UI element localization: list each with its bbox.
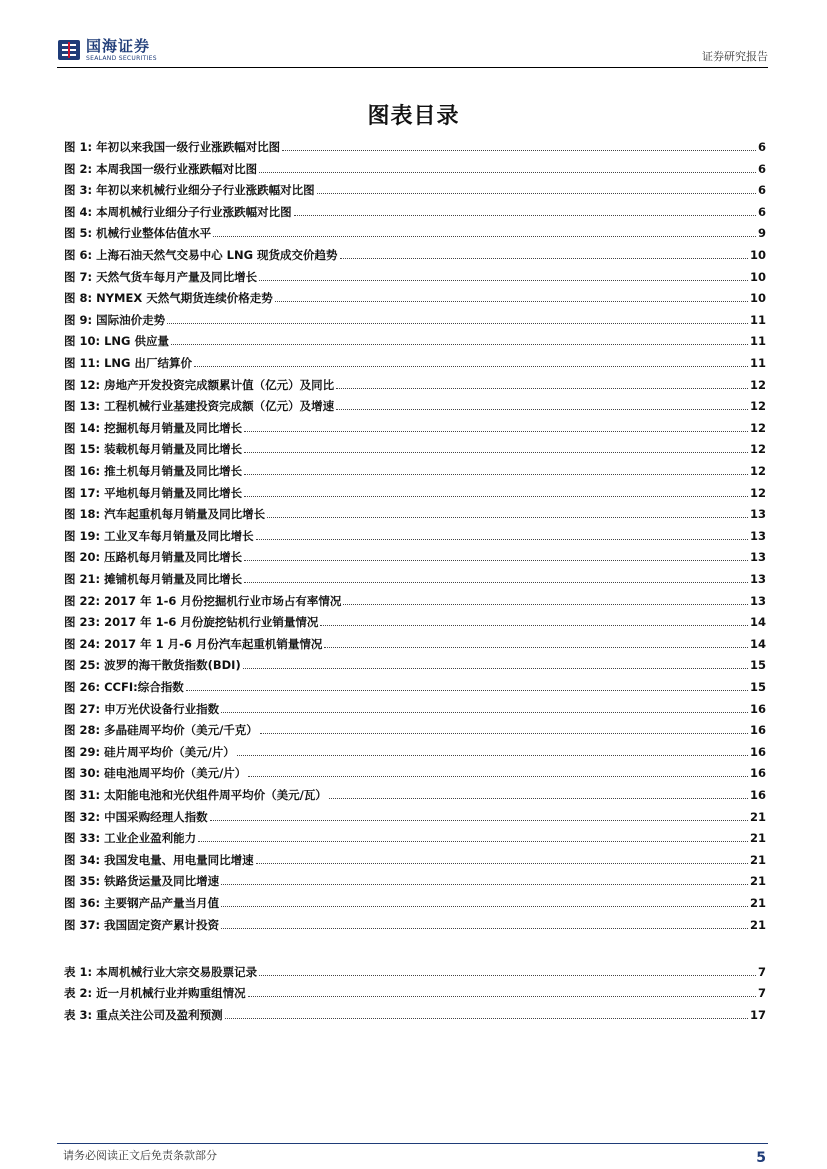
- dot-leader: [221, 711, 748, 713]
- figure-entry[interactable]: [64, 419, 766, 435]
- figure-entry-title: 房地产开发投资完成额累计值（亿元）及同比: [104, 377, 335, 392]
- figure-entry-title: 我国发电量、用电量同比增速: [104, 852, 254, 867]
- dot-leader: [320, 624, 748, 626]
- logo-english-name: SEALAND SECURITIES: [86, 54, 157, 62]
- figure-entry[interactable]: [64, 181, 766, 197]
- figure-entry-title: 推土机每月销量及同比增长: [104, 464, 243, 478]
- figure-entry-title: 压路机每月销量及同比增长: [104, 550, 243, 565]
- figure-entry-page: 6: [757, 204, 766, 219]
- disclaimer-note: 请务必阅读正文后免责条款部分: [63, 1149, 217, 1162]
- figure-entry[interactable]: [64, 786, 766, 802]
- figure-entry-label: 图 21:: [64, 572, 101, 586]
- figure-entry-label: 图 13:: [64, 399, 101, 414]
- figure-entry-label: 图 24:: [64, 636, 101, 651]
- figure-entry-page: 16: [749, 744, 766, 759]
- table-entry-page: 17: [749, 1007, 766, 1022]
- figure-entry-label: 图 1:: [64, 140, 93, 154]
- figure-entry-label: 图 2:: [64, 161, 93, 176]
- dot-leader: [256, 862, 748, 864]
- table-entry-title: 近一月机械行业并购重组情况: [96, 986, 246, 1001]
- header-divider: [57, 67, 768, 68]
- figure-entry[interactable]: [64, 678, 766, 694]
- figure-entry-page: 12: [749, 420, 766, 435]
- figure-entry-title: 装载机每月销量及同比增长: [104, 442, 243, 457]
- figure-entry-page: 6: [757, 183, 766, 198]
- figure-entry-label: 图 9:: [64, 312, 93, 327]
- figure-entry[interactable]: [64, 916, 766, 932]
- figure-entry-title: 波罗的海干散货指数(BDI): [104, 658, 241, 673]
- page-number: 5: [756, 1150, 766, 1166]
- figure-entry-title: 挖掘机每月销量及同比增长: [104, 420, 243, 435]
- figure-entry[interactable]: [64, 613, 766, 629]
- figure-entry-title: 本周我国一级行业涨跌幅对比图: [96, 161, 258, 176]
- figure-entry-page: 21: [749, 831, 766, 846]
- figure-entry[interactable]: [64, 332, 766, 348]
- figure-entry-label: 图 6:: [64, 248, 93, 262]
- dot-leader: [259, 974, 756, 976]
- figure-entry-page: 11: [749, 334, 766, 349]
- dot-leader: [244, 581, 748, 583]
- figure-entry-page: 12: [749, 399, 766, 414]
- dot-leader: [329, 797, 748, 799]
- table-entry-page: 7: [757, 986, 766, 1001]
- dot-leader: [343, 603, 748, 605]
- figure-entry[interactable]: [64, 138, 766, 154]
- figure-entry-label: 图 25:: [64, 658, 101, 673]
- sealand-logo-icon: [57, 38, 81, 62]
- table-entry-page: 7: [757, 965, 766, 979]
- figure-entry-label: 图 14:: [64, 420, 101, 435]
- figure-entry[interactable]: [64, 397, 766, 413]
- figure-entry-page: 10: [749, 269, 766, 284]
- figure-entry-label: 图 3:: [64, 183, 93, 198]
- dot-leader: [210, 819, 748, 821]
- figure-entry-label: 图 26:: [64, 680, 101, 694]
- figure-entry-title: 硅片周平均价（美元/片）: [104, 744, 235, 759]
- figure-entry[interactable]: [64, 268, 766, 284]
- figure-entry-label: 图 22:: [64, 593, 101, 608]
- figure-entry-title: 多晶硅周平均价（美元/千克）: [104, 723, 258, 738]
- figure-entry-title: 申万光伏设备行业指数: [104, 701, 220, 716]
- figure-entry[interactable]: [64, 224, 766, 240]
- figure-entry-page: 10: [749, 248, 766, 262]
- figure-entry-title: 2017 年 1-6 月份旋挖钻机行业销量情况: [104, 615, 319, 630]
- figure-entry[interactable]: [64, 376, 766, 392]
- figure-entry[interactable]: [64, 764, 766, 780]
- figure-entry[interactable]: [64, 808, 766, 824]
- figure-entry[interactable]: [64, 635, 766, 651]
- figure-entry-label: 图 32:: [64, 809, 101, 824]
- figure-entry-title: 太阳能电池和光伏组件周平均价（美元/瓦）: [104, 788, 327, 802]
- table-entry-label: 表 1:: [64, 965, 93, 979]
- table-entry-title: 重点关注公司及盈利预测: [96, 1007, 223, 1022]
- dot-leader: [259, 279, 748, 281]
- figure-entry-label: 图 29:: [64, 744, 101, 759]
- figure-entry-label: 图 7:: [64, 269, 93, 284]
- figure-entry-title: 铁路货运量及同比增速: [104, 874, 220, 889]
- dot-leader: [198, 840, 748, 842]
- figure-entry-label: 图 5:: [64, 226, 93, 241]
- dot-leader: [336, 387, 748, 389]
- table-entry[interactable]: [64, 1006, 766, 1022]
- figure-entry-label: 图 12:: [64, 377, 101, 392]
- figure-entry-label: 图 28:: [64, 723, 101, 738]
- dot-leader: [275, 300, 748, 302]
- page-header: [57, 36, 768, 68]
- figure-entry-page: 14: [749, 615, 766, 630]
- figure-entry-label: 图 35:: [64, 874, 101, 889]
- figure-entry-title: 上海石油天然气交易中心 LNG 现货成交价趋势: [96, 248, 338, 262]
- figure-entry[interactable]: [64, 829, 766, 845]
- figure-entry-title: 年初以来我国一级行业涨跌幅对比图: [96, 140, 281, 154]
- figure-entry-label: 图 20:: [64, 550, 101, 565]
- dot-leader: [336, 408, 748, 410]
- figure-entry[interactable]: [64, 656, 766, 672]
- figure-entry-title: 平地机每月销量及同比增长: [104, 485, 243, 500]
- table-entry-label: 表 3:: [64, 1007, 93, 1022]
- figure-entry-label: 图 19:: [64, 528, 101, 543]
- figure-entry-title: NYMEX 天然气期货连续价格走势: [96, 291, 273, 306]
- figure-entry-label: 图 16:: [64, 464, 101, 478]
- figure-entry-title: 汽车起重机每月销量及同比增长: [104, 507, 266, 522]
- figure-entry-title: 我国固定资产累计投资: [104, 917, 220, 932]
- figure-entry-page: 16: [749, 766, 766, 781]
- figure-entry-title: 硅电池周平均价（美元/片）: [104, 766, 247, 781]
- figure-entry-title: 中国采购经理人指数: [104, 809, 208, 824]
- figure-entry-title: 2017 年 1 月-6 月份汽车起重机销量情况: [104, 636, 323, 651]
- figure-entry-label: 图 10:: [64, 334, 101, 349]
- figure-entry-label: 图 37:: [64, 917, 101, 932]
- figure-entry-title: 天然气货车每月产量及同比增长: [96, 269, 258, 284]
- dot-leader: [221, 883, 748, 885]
- figure-entry[interactable]: [64, 440, 766, 456]
- table-entry-title: 本周机械行业大宗交易股票记录: [96, 965, 258, 979]
- figure-entry-page: 21: [749, 896, 766, 910]
- dot-leader: [244, 473, 748, 475]
- figure-entry-page: 13: [749, 593, 766, 608]
- dot-leader: [243, 667, 748, 669]
- figure-entry[interactable]: [64, 700, 766, 716]
- figure-entry-label: 图 11:: [64, 356, 101, 370]
- figure-entry-page: 15: [749, 680, 766, 694]
- figure-entry-page: 13: [749, 507, 766, 522]
- figure-entry-title: 工业叉车每月销量及同比增长: [104, 528, 254, 543]
- figure-entry-label: 图 18:: [64, 507, 101, 522]
- figure-entry[interactable]: [64, 592, 766, 608]
- figure-entry-page: 21: [749, 874, 766, 889]
- figure-entry-label: 图 17:: [64, 485, 101, 500]
- figure-entry[interactable]: [64, 527, 766, 543]
- figure-entry-title: LNG 供应量: [104, 334, 170, 349]
- figure-entry-label: 图 27:: [64, 701, 101, 716]
- figure-entry[interactable]: [64, 203, 766, 219]
- figure-entry-title: 2017 年 1-6 月份挖掘机行业市场占有率情况: [104, 593, 342, 608]
- dot-leader: [237, 754, 748, 756]
- figure-entry-page: 16: [749, 788, 766, 802]
- figure-entry[interactable]: [64, 311, 766, 327]
- figure-entry[interactable]: [64, 872, 766, 888]
- dot-leader: [186, 689, 748, 691]
- figure-entry-title: 主要钢产品产量当月值: [104, 896, 220, 910]
- figure-entry-page: 13: [749, 550, 766, 565]
- dot-leader: [248, 775, 748, 777]
- figure-entry[interactable]: [64, 462, 766, 478]
- report-type-label: 证券研究报告: [702, 50, 768, 63]
- dot-leader: [267, 516, 748, 518]
- figure-entry-page: 6: [757, 161, 766, 176]
- figure-entry[interactable]: [64, 721, 766, 737]
- figure-entry-label: 图 4:: [64, 204, 93, 219]
- figure-entry-label: 图 36:: [64, 896, 101, 910]
- figure-entry-page: 12: [749, 464, 766, 478]
- figure-entry-page: 15: [749, 658, 766, 673]
- figure-entry-page: 14: [749, 636, 766, 651]
- figure-entry[interactable]: [64, 484, 766, 500]
- dot-leader: [248, 995, 756, 997]
- figure-entry-page: 21: [749, 917, 766, 932]
- dot-leader: [244, 559, 748, 561]
- dot-leader: [259, 171, 756, 173]
- figure-entry-title: 摊铺机每月销量及同比增长: [104, 572, 243, 586]
- figure-entry-title: 工业企业盈利能力: [104, 831, 197, 846]
- dot-leader: [260, 732, 748, 734]
- figure-entry-page: 12: [749, 377, 766, 392]
- figure-entry-page: 9: [757, 226, 766, 241]
- figure-entry-page: 11: [749, 356, 766, 370]
- figure-entry-page: 16: [749, 723, 766, 738]
- figure-entry[interactable]: [64, 743, 766, 759]
- dot-leader: [340, 257, 748, 259]
- dot-leader: [294, 214, 756, 216]
- dot-leader: [171, 343, 748, 345]
- figure-entry-title: 机械行业整体估值水平: [96, 226, 212, 241]
- dot-leader: [256, 538, 748, 540]
- figure-entry[interactable]: [64, 548, 766, 564]
- dot-leader: [244, 495, 748, 497]
- figure-entry[interactable]: [64, 289, 766, 305]
- figure-entry[interactable]: [64, 894, 766, 910]
- figure-entry-page: 13: [749, 572, 766, 586]
- figure-entry-label: 图 15:: [64, 442, 101, 457]
- dot-leader: [213, 235, 756, 237]
- dot-leader: [244, 430, 748, 432]
- logo-chinese-name: 国海证券: [86, 36, 151, 55]
- table-entry[interactable]: [64, 963, 766, 979]
- figure-entry-title: 本周机械行业细分子行业涨跌幅对比图: [96, 204, 292, 219]
- table-entry-label: 表 2:: [64, 986, 93, 1001]
- dot-leader: [317, 192, 756, 194]
- dot-leader: [221, 927, 748, 929]
- figure-entry-title: 年初以来机械行业细分子行业涨跌幅对比图: [96, 183, 315, 198]
- dot-leader: [167, 322, 748, 324]
- figure-entry[interactable]: [64, 354, 766, 370]
- figure-entry-page: 12: [749, 442, 766, 457]
- figure-entry-page: 21: [749, 809, 766, 824]
- dot-leader: [324, 646, 748, 648]
- figure-entry-label: 图 8:: [64, 291, 93, 306]
- page-title: 图表目录: [367, 103, 460, 129]
- figure-entry-label: 图 31:: [64, 788, 101, 802]
- figure-entry-page: 21: [749, 852, 766, 867]
- figure-entry-title: 工程机械行业基建投资完成额（亿元）及增速: [104, 399, 335, 414]
- footer-divider: [57, 1143, 768, 1144]
- dot-leader: [244, 451, 748, 453]
- dot-leader: [282, 149, 756, 151]
- figure-entry-page: 6: [757, 140, 766, 154]
- figure-entry-page: 16: [749, 701, 766, 716]
- figure-entry-page: 11: [749, 312, 766, 327]
- figure-entry-page: 13: [749, 528, 766, 543]
- figure-entry-page: 10: [749, 291, 766, 306]
- company-logo: [57, 36, 157, 64]
- dot-leader: [225, 1017, 748, 1019]
- figure-entry-title: LNG 出厂结算价: [104, 356, 193, 370]
- figure-entry[interactable]: [64, 851, 766, 867]
- figure-entry-label: 图 23:: [64, 615, 101, 630]
- dot-leader: [194, 365, 748, 367]
- figure-entry-label: 图 30:: [64, 766, 101, 781]
- figure-entry-title: 国际油价走势: [96, 312, 166, 327]
- figure-entry-page: 12: [749, 485, 766, 500]
- figure-entry[interactable]: [64, 160, 766, 176]
- figure-entry-label: 图 34:: [64, 852, 101, 867]
- figure-entry-label: 图 33:: [64, 831, 101, 846]
- table-entry[interactable]: [64, 984, 766, 1000]
- figure-entry[interactable]: [64, 570, 766, 586]
- figure-entry[interactable]: [64, 246, 766, 262]
- figure-entry-title: CCFI:综合指数: [104, 680, 184, 694]
- figure-entry[interactable]: [64, 505, 766, 521]
- dot-leader: [221, 905, 748, 907]
